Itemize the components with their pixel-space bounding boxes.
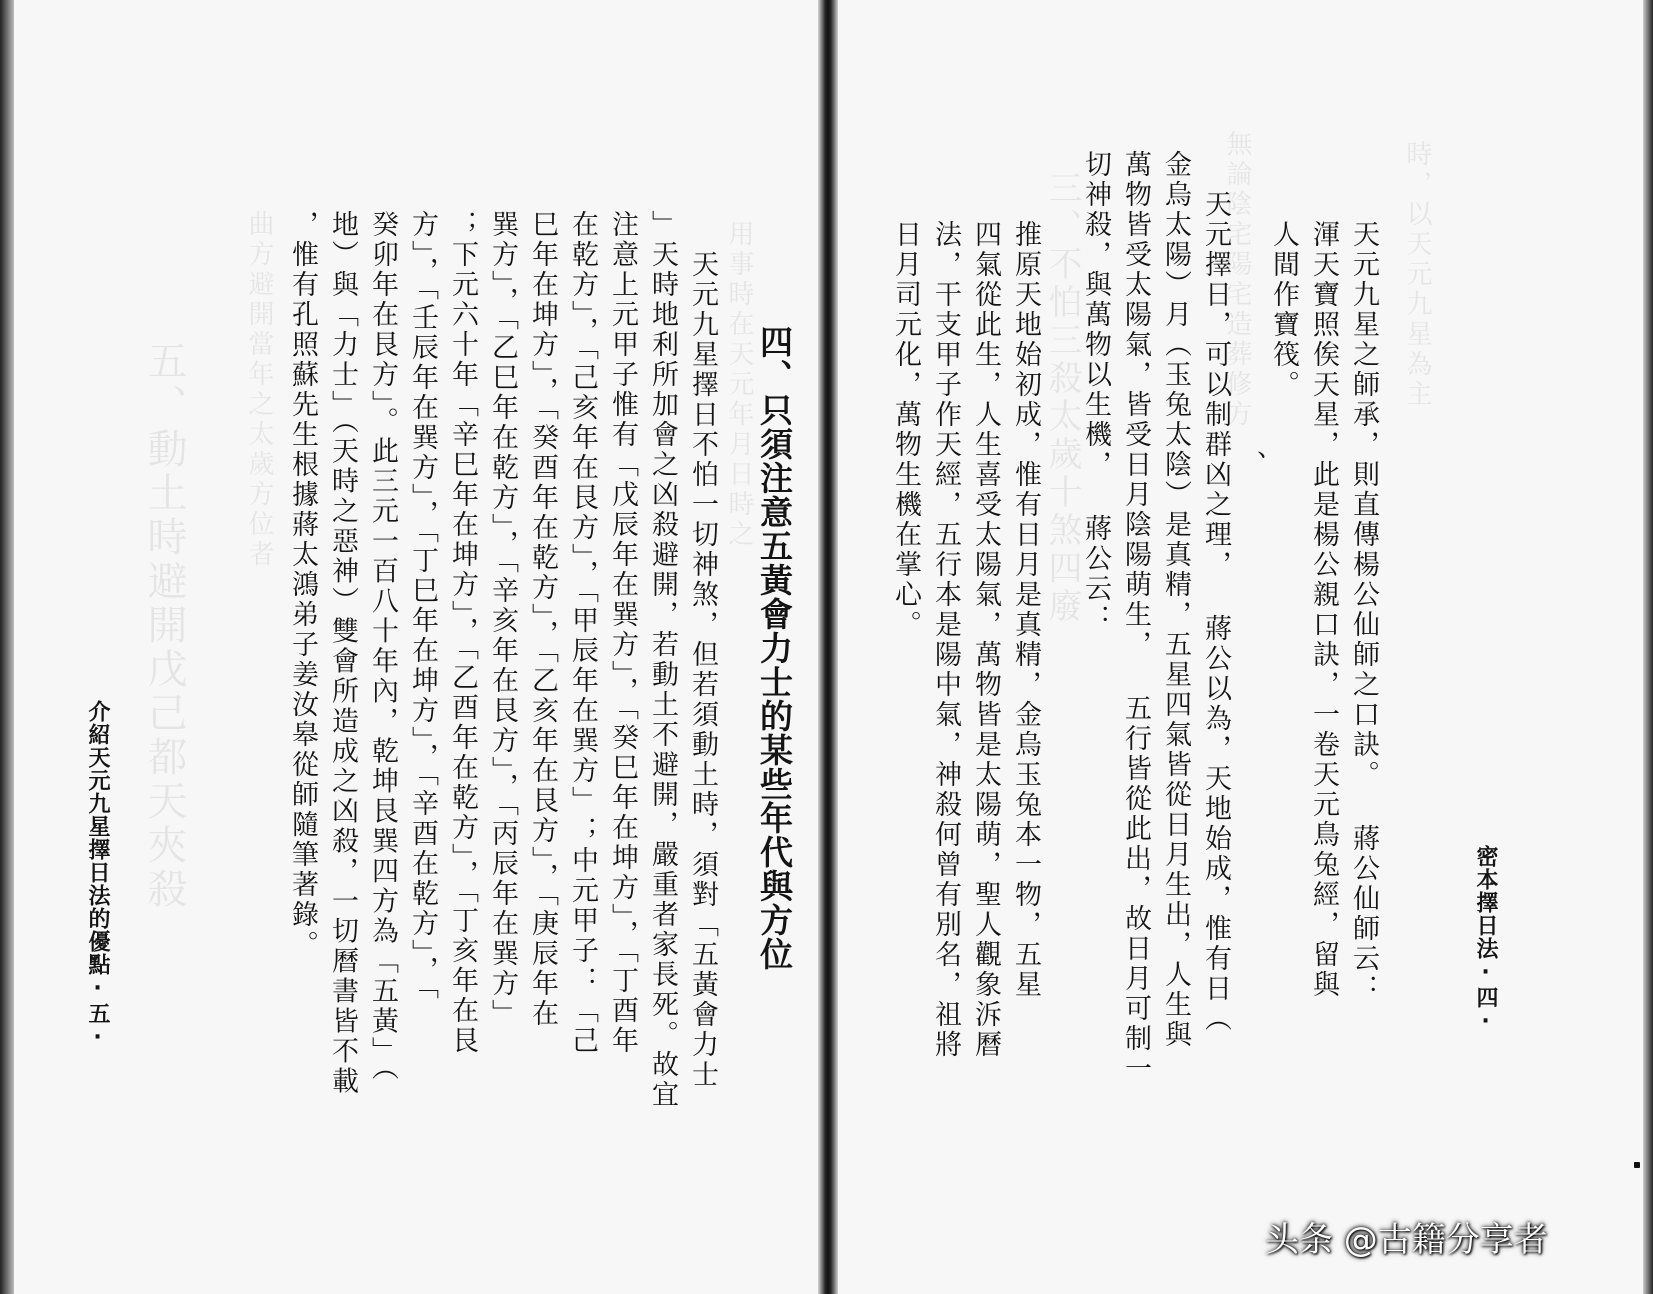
body-column: 注意上元甲子惟有「戊辰年在巽方」，「癸巳年在坤方」，「丁酉年 (607, 210, 638, 1056)
bleed-through-text: 時，以天元九星為主 (1402, 140, 1432, 410)
body-column: 」天時地利所加會之凶殺避開，若動土不避開，嚴重者家長死。故宜 (647, 210, 678, 1110)
page-edge-shadow (1643, 0, 1653, 1294)
body-column: ，惟有孔照蘇先生根據蔣太鴻弟子姜汝皋從師隨筆著錄。 (287, 210, 318, 960)
right-page (838, 0, 1653, 1294)
body-column: 渾天寶照俟天星，此是楊公親口訣，一卷天元鳥兔經，留與 (1308, 220, 1339, 1000)
bleed-through-text: 曲方避開當年之太歲方位者 (244, 210, 274, 570)
section-heading: 四、只須注意五黃會力士的某些年代與方位 (755, 325, 794, 971)
left-page (0, 0, 818, 1294)
bleed-through-text: 五、動土時避開戊己都天夾殺 (141, 340, 187, 912)
body-column: ；下元六十年「辛巳年在坤方」，「乙酉年在乾方」，「丁亥年在艮 (447, 210, 478, 1056)
body-column: 萬物皆受太陽氣，皆受日月陰陽萌生， 五行皆從此出，故日月可制一 (1120, 150, 1151, 1084)
body-column: 天元擇日，可以制群凶之理， 蔣公以為，天地始成，惟有日（ (1200, 190, 1231, 1034)
bleed-through-text: 無論陰宅陽宅造葬修方 (1222, 130, 1252, 430)
body-column: 天元九星之師承，則直傳楊公仙師之口訣。 蔣公仙師云： (1348, 220, 1379, 1004)
scan-speck (1634, 1162, 1640, 1168)
body-column: 天元九星擇日不怕一切神煞，但若須動土時，須對「五黃會力士 (687, 250, 718, 1090)
body-column: 推原天地始初成，惟有日月是真精，金烏玉兔本一物，五星 (1010, 220, 1041, 1000)
body-column: 巳年在坤方」，「癸酉年在乾方」，「乙亥年在艮方」，「庚辰年在 (527, 210, 558, 1029)
body-column: 癸卯年在艮方」。此三元一百八十年內，乾坤艮巽四方為「五黃」（ (367, 210, 398, 1083)
body-column: 法，干支甲子作天經，五行本是陽中氣，神殺何曾有別名，祖將 (930, 220, 961, 1060)
body-column: 四氣從此生，人生喜受太陽氣，萬物皆是太陽萌，聖人觀象泝曆 (970, 220, 1001, 1060)
body-column: 日月司元化，萬物生機在掌心。 (890, 220, 921, 640)
bleed-through-text: 用事時在天元年月日時之 (724, 220, 754, 550)
book-gutter (818, 0, 838, 1294)
body-column: 在乾方」，「己亥年在艮方」，「甲辰年在巽方」；中元甲子：「己 (567, 210, 598, 1056)
body-column: 切神殺，與萬物以生機， 蔣公云： (1080, 150, 1111, 634)
page-edge-shadow (0, 0, 14, 1294)
body-column: 金烏太陽）月（玉兔太陰）是真精，五星四氣皆從日月生出，人生與 (1160, 150, 1191, 1050)
body-column: 人間作寶筏。 (1268, 220, 1299, 400)
body-column: 巽方」，「乙巳年在乾方」，「辛亥年在艮方」，「丙辰年在巽方」 (487, 210, 518, 1029)
body-column: 方」，「壬辰年在巽方」，「丁巳年在坤方」，「辛酉在乾方」，「 (407, 210, 438, 1002)
running-footer: 介紹天元九星擇日法的優點·五· (85, 700, 110, 1051)
watermark-text: 头条 @古籍分享者 (1265, 1220, 1548, 1260)
body-column: 地）與「力士」（天時之惡神）雙會所造成之凶殺，一切曆書皆不載 (327, 210, 358, 1097)
bleed-through-text: 三、不怕三殺太歲十煞四廢 (1042, 170, 1082, 626)
running-header: 密本擇日法·四· (1473, 845, 1498, 1035)
body-column: 、 (1235, 450, 1266, 480)
